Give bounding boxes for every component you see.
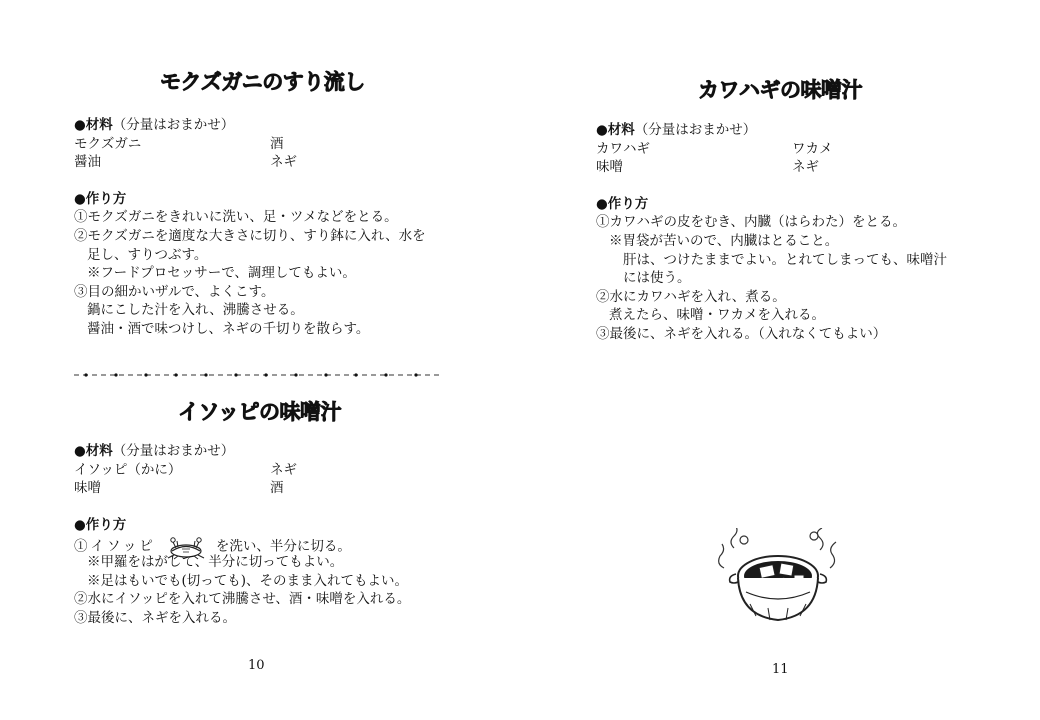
recipe-mokuzugani <box>74 116 494 339</box>
step-line: ③最後に、ネギを入れる。 <box>74 609 236 626</box>
recipe-title-kawahagi: カワハギの味噌汁 <box>698 78 862 102</box>
step-line: には使う。 <box>623 270 691 287</box>
ingredient-row: 味噌 酒 <box>74 480 284 497</box>
step-line: ③最後に、ネギを入れる。（入れなくてもよい） <box>596 325 887 342</box>
ingredient-row: イソッピ（かに） ネギ <box>74 461 297 478</box>
method-heading: ●作り方 <box>74 516 127 533</box>
ingredients-heading: ●材料（分量はおまかせ） <box>74 443 235 459</box>
ingredients-heading: ●材料（分量はおまかせ） <box>74 117 235 133</box>
step-note: ※足はもいでも(切っても)、そのまま入れてもよい。 <box>87 572 409 589</box>
step-line: 肝は、つけたままでよい。とれてしまっても、味噌汁 <box>623 251 947 268</box>
recipe-kawahagi <box>596 121 1016 344</box>
method-heading: ●作り方 <box>74 190 127 207</box>
step-line: 煮えたら、味噌・ワカメを入れる。 <box>609 307 825 324</box>
step-line: ①カワハギの皮をむき、内臓（はらわた）をとる。 <box>596 214 906 231</box>
ingredient-row: モクズガニ 酒 <box>74 135 284 152</box>
right-page <box>520 0 1040 720</box>
step-line: 醤油・酒で味つけし、ネギの千切りを散らす。 <box>87 320 370 337</box>
recipe-isoppi <box>74 442 494 627</box>
step-line: 足し、すりつぶす。 <box>87 246 208 263</box>
step-line: 鍋にこした汁を入れ、沸騰させる。 <box>87 302 304 319</box>
step-note: ※フードプロセッサーで、調理してもよい。 <box>87 265 356 282</box>
page-number: 11 <box>772 662 789 677</box>
step-line: ②水にイソッピを入れて沸騰させ、酒・味噌を入れる。 <box>74 591 411 608</box>
ingredient-row: 味噌 ネギ <box>596 159 819 176</box>
recipe-title-isoppi: イソッピの味噌汁 <box>178 400 341 424</box>
ingredients-heading: ●材料（分量はおまかせ） <box>596 122 757 138</box>
step-note: ※胃袋が苦いので、内臓はとること。 <box>609 232 839 249</box>
ingredient-row: 醤油 ネギ <box>74 154 297 171</box>
step-line: ②モクズガニを適度な大きさに切り、すり鉢に入れ、水を <box>74 227 426 244</box>
step-line: ①モクズガニをきれいに洗い、足・ツメなどをとる。 <box>74 209 398 226</box>
step-note: ※甲羅をはがして、半分に切ってもよい。 <box>87 553 344 570</box>
step-line: ②水にカワハギを入れ、煮る。 <box>596 288 786 305</box>
step-line: ①イソッピ を洗い、半分に切る。 <box>74 534 494 553</box>
section-divider <box>74 373 440 377</box>
step-line: ③目の細かいザルで、よくこす。 <box>74 283 275 300</box>
method-heading: ●作り方 <box>596 195 649 212</box>
page-number: 10 <box>248 658 265 673</box>
miso-soup-pot-illustration <box>716 528 846 628</box>
recipe-title-mokuzugani: モクズガニのすり流し <box>160 70 365 94</box>
ingredient-row: カワハギ ワカメ <box>596 140 833 157</box>
